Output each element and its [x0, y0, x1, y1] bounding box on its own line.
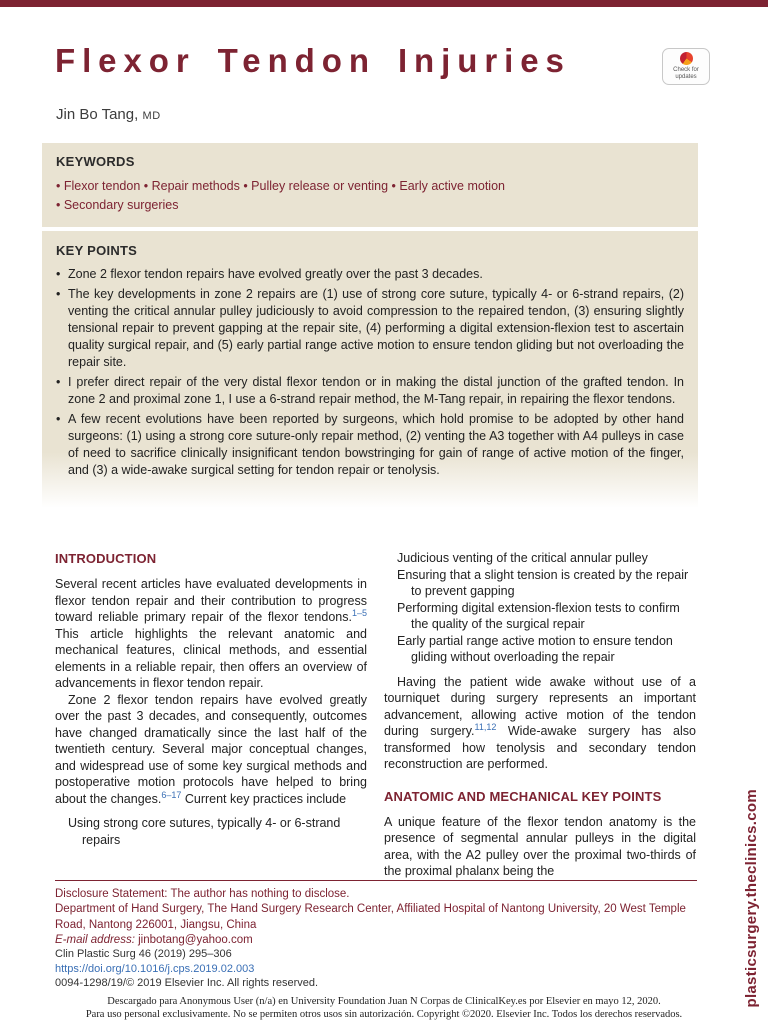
practice-item: Ensuring that a slight tension is created by the repair to prevent gapping — [397, 567, 689, 598]
key-point-item: • The key developments in zone 2 repairs are (1) use of strong core suture, typically 4- or 6-strand repairs, (2) venting the critical annular pulley judiciously to avoid compression to the repaired tendon, (3) ensuring slightly tensional repair to prevent gapping at the repair site, (4) performing a digital extension-flexion test to ascertain quality surgical repair, and (5) early partial range active motion to ensure tendon gliding but not overloading the repair site. — [56, 286, 684, 371]
email-address[interactable]: jinbotang@yahoo.com — [138, 933, 253, 946]
practice-item: Performing digital extension-flexion tests to confirm the quality of the surgical repair — [397, 600, 680, 631]
left-column — [55, 550, 367, 880]
footnote-block — [55, 887, 697, 948]
paragraph-text: This article highlights the relevant anatomic and mechanical features, clinical methods, and essential elements in a reliable repair, then offers an overview of advancements in flexor tendon repair. — [55, 626, 367, 691]
download-line-2: Para uso personal exclusivamente. No se permiten otros usos sin autorización. Copyright ©2020. Elsevier Inc. Todos los derechos reservados. — [85, 1008, 683, 1020]
citation-link[interactable]: 6–17 — [161, 789, 182, 800]
article-title: Flexor Tendon Injuries — [55, 42, 571, 79]
anatomic-paragraph: A unique feature of the flexor tendon anatomy is the presence of segmental annular pulleys in the digital area, with the A2 pulley over the proximal two-thirds of the proximal phalanx being the — [384, 814, 696, 879]
key-point-item: • A few recent evolutions have been reported by surgeons, which hold promise to be adopted by other hand surgeons: (1) using a strong core suture-only repair method, (2) venting the A3 together with A4 pulleys in case of need to sacrifice clinically insignificant tendon bowstringing for gain of range of active motion of the finger, and (3) a wide-awake surgical setting for tendon repair or tenolysis. — [56, 411, 684, 479]
check-badge-line2: updates — [675, 74, 697, 80]
article-body — [55, 550, 697, 880]
key-point-item: • Zone 2 flexor tendon repairs have evolved greatly over the past 3 decades. — [56, 266, 684, 283]
key-point-item: • I prefer direct repair of the very distal flexor tendon or in making the distal junction of the grafted tendon. In zone 2 and proximal zone 1, I use a 6-strand repair method, the M-Tang repair, in repairing the flexor tendons. — [56, 374, 684, 408]
paragraph-text: Having the patient wide awake without use of a tourniquet during surgery represents an important advancement, allowing active motion of the tendon during surgery. — [384, 674, 696, 738]
intro-paragraph-2 — [55, 692, 367, 808]
doi-link[interactable]: https://doi.org/10.1016/j.cps.2019.02.003 — [55, 962, 255, 975]
key-points-list — [56, 266, 684, 479]
keywords-heading: KEYWORDS — [56, 154, 135, 169]
check-for-updates-badge[interactable] — [662, 48, 710, 85]
author-affiliation: Department of Hand Surgery, The Hand Surgery Research Center, Affiliated Hospital of Nantong University, 20 West Temple Road, Nantong 226001, Jiangsu, China — [55, 903, 686, 931]
email-label: E-mail address: — [55, 933, 135, 946]
introduction-heading: INTRODUCTION — [55, 551, 157, 566]
practices-list-right — [384, 550, 696, 666]
paragraph-text: Wide-awake surgery has also transformed how tenolysis and secondary tendon reconstruction are performed. — [384, 724, 696, 771]
journal-citation: Clin Plastic Surg 46 (2019) 295–306 — [55, 948, 232, 960]
author-line — [56, 106, 161, 123]
author-name: Jin Bo Tang, — [56, 106, 139, 123]
download-line-1: Descargado para Anonymous User (n/a) en University Foundation Juan N Corpas de ClinicalKey.es por Elsevier en mayo 12, 2020. — [107, 996, 661, 1007]
right-column — [384, 550, 696, 880]
key-points-box — [42, 231, 698, 508]
practices-list-left — [55, 815, 367, 848]
practice-item: Early partial range active motion to ensure tendon gliding without overloading the repair — [397, 633, 673, 664]
check-badge-label — [673, 67, 699, 82]
practice-item: Using strong core sutures, typically 4- or 6-strand repairs — [68, 816, 341, 847]
citation-link[interactable]: 11,12 — [474, 721, 497, 732]
intro-paragraph-1 — [55, 576, 367, 692]
top-accent-bar — [0, 0, 768, 7]
paragraph-text: Current key practices include — [181, 791, 347, 806]
journal-url-vertical[interactable]: plasticsurgery.theclinics.com — [743, 789, 760, 1008]
download-disclaimer — [0, 996, 768, 1022]
crossmark-icon — [680, 52, 693, 65]
wide-awake-paragraph — [384, 674, 696, 773]
practice-item: Judicious venting of the critical annular pulley — [397, 551, 648, 565]
key-points-heading: KEY POINTS — [56, 243, 138, 258]
anatomic-heading: ANATOMIC AND MECHANICAL KEY POINTS — [384, 788, 662, 804]
footer-divider — [55, 880, 697, 881]
disclosure-statement: Disclosure Statement: The author has nothing to disclose. — [55, 888, 350, 900]
citation-link[interactable]: 1–5 — [351, 608, 367, 618]
keywords-line-2: • Secondary surgeries — [56, 197, 179, 212]
paragraph-text: Several recent articles have evaluated developments in flexor tendon repair and their contribution to progress toward reliable primary repair of the flexor tendons. — [55, 577, 367, 625]
email-line — [55, 933, 697, 948]
keywords-box — [42, 143, 698, 227]
keywords-line-1: • Flexor tendon • Repair methods • Pulley release or venting • Early active motion — [56, 179, 505, 193]
copyright-line: 0094-1298/19/© 2019 Elsevier Inc. All rights reserved. — [55, 977, 319, 990]
paragraph-text: Zone 2 flexor tendon repairs have evolved greatly over the past 3 decades, and consequently, outcomes have changed dramatically since the last half of the twentieth century. Several major conceptual changes, and widespread use of some key surgical methods and postoperative motion protocols have helped to bring about the changes. — [55, 692, 367, 806]
citation-block — [55, 947, 697, 991]
check-badge-line1: Check for — [673, 66, 699, 73]
author-degree: MD — [142, 110, 161, 122]
